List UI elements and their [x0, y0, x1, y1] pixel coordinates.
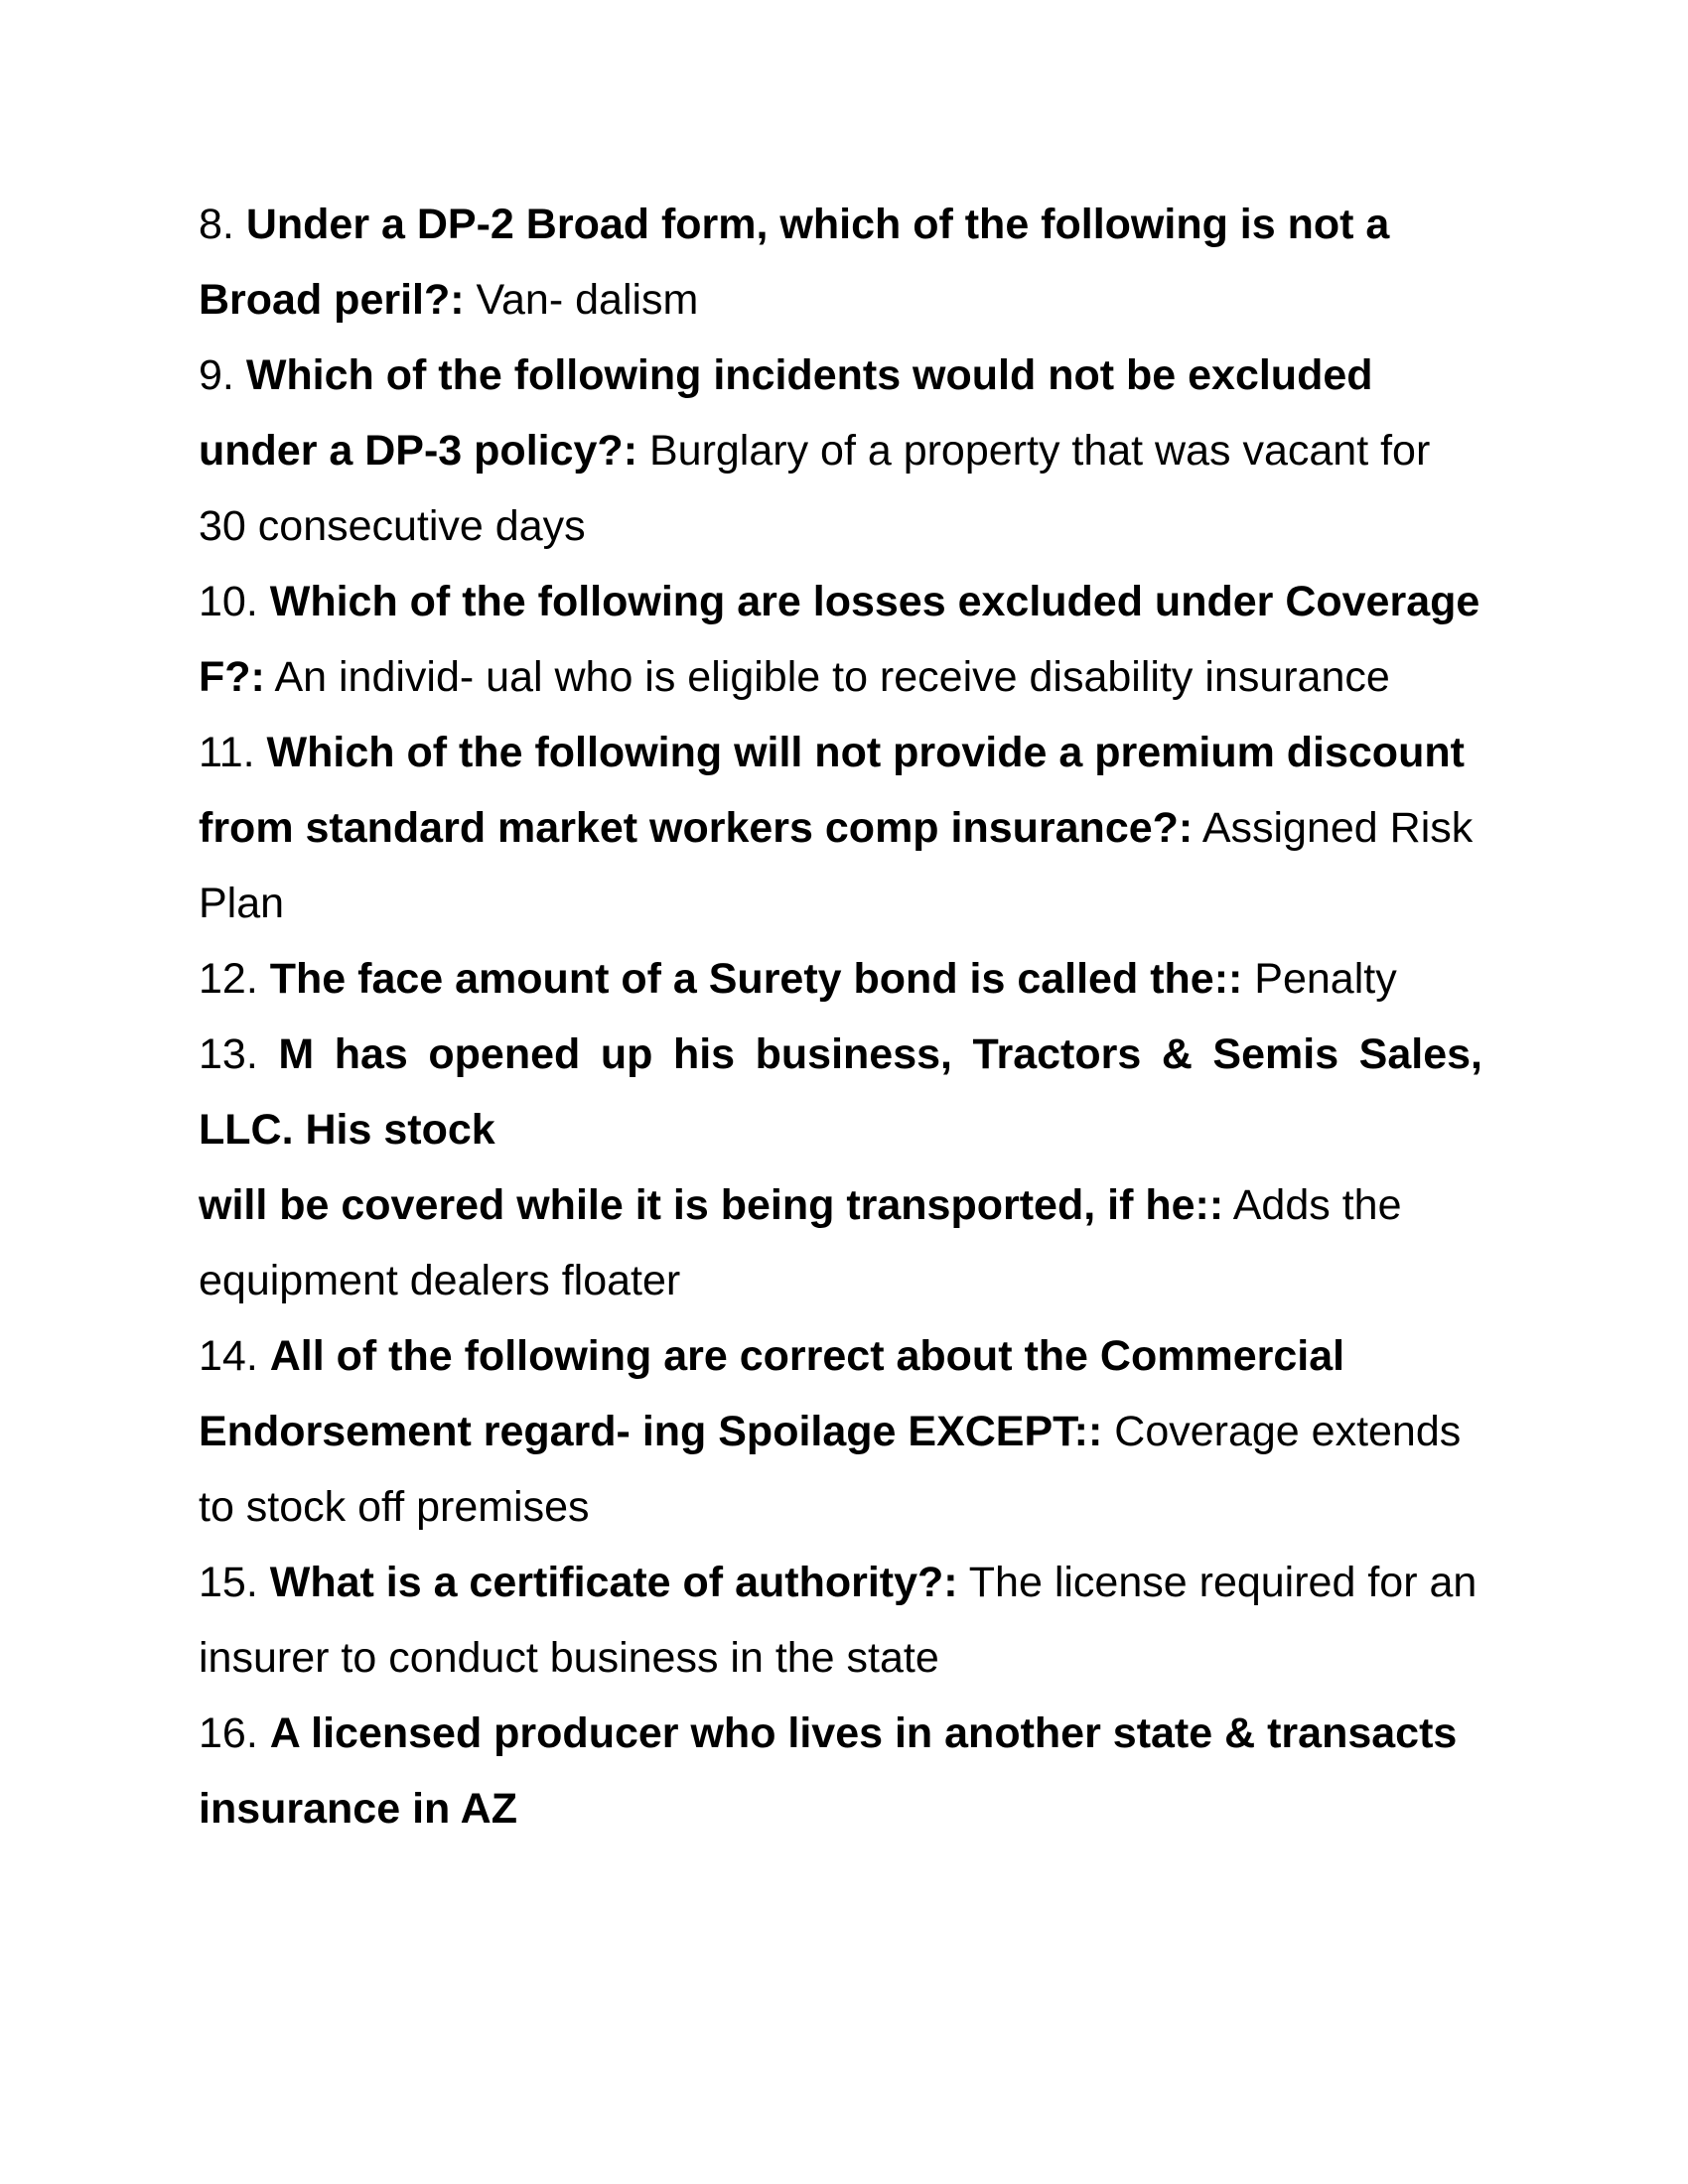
question-text-part-1: M has opened up his business, Tractors & Semis Sales,: [278, 1030, 1483, 1078]
item-number: 16.: [199, 1709, 258, 1757]
answer-text: Penalty: [1254, 955, 1397, 1003]
flashcard-item-15: [199, 1545, 1489, 1696]
flashcard-list: [199, 187, 1489, 1846]
question-text: Which of the following are losses excluded under Coverage F?:: [199, 578, 1480, 701]
answer-text: Burglary of a property that was vacant for 30 consecutive days: [199, 427, 1431, 550]
question-text: A licensed producer who lives in another state & transacts insurance in AZ: [199, 1709, 1458, 1833]
answer-text: Coverage extends to stock off premises: [199, 1408, 1462, 1531]
item-number: 15.: [199, 1559, 258, 1606]
item-number: 10.: [199, 578, 258, 625]
question-text: The face amount of a Surety bond is called the::: [269, 955, 1243, 1003]
question-text-part-3: will be covered while it is being transported, if he::: [199, 1181, 1224, 1229]
answer-text: Assigned Risk Plan: [199, 804, 1474, 927]
item-number: 14.: [199, 1332, 258, 1380]
question-text: Under a DP-2 Broad form, which of the following is not a Broad peril?:: [199, 201, 1390, 324]
question-text: Which of the following will not provide a premium discount from standard market workers comp insurance?:: [199, 729, 1465, 852]
flashcard-item-10: [199, 564, 1489, 715]
flashcard-item-12: [199, 941, 1489, 1017]
question-line-1: [199, 1017, 1482, 1092]
item-number: 13.: [199, 1030, 258, 1078]
flashcard-item-9: [199, 338, 1489, 564]
flashcard-item-16: [199, 1696, 1489, 1846]
item-number: 11.: [199, 729, 255, 776]
question-line-3: [199, 1167, 1489, 1318]
flashcard-item-14: [199, 1318, 1489, 1545]
item-number: 9.: [199, 351, 234, 399]
answer-text: An individ- ual who is eligible to receive disability insurance: [274, 653, 1390, 701]
flashcard-item-8: [199, 187, 1489, 338]
flashcard-item-13: [199, 1017, 1489, 1318]
question-text: Which of the following incidents would not be excluded under a DP-3 policy?:: [199, 351, 1373, 475]
answer-text: Van- dalism: [476, 276, 699, 324]
item-number: 12.: [199, 955, 258, 1003]
item-number: 8.: [199, 201, 234, 248]
flashcard-item-11: [199, 715, 1489, 941]
question-text-part-2: LLC. His stock: [199, 1106, 495, 1154]
answer-text: Adds the equipment dealers floater: [199, 1181, 1402, 1304]
question-text: What is a certificate of authority?:: [269, 1559, 958, 1606]
answer-text: The license required for an insurer to conduct business in the state: [199, 1559, 1477, 1682]
question-text: All of the following are correct about the Commercial Endorsement regard- ing Spoilage EXCEPT::: [199, 1332, 1345, 1455]
